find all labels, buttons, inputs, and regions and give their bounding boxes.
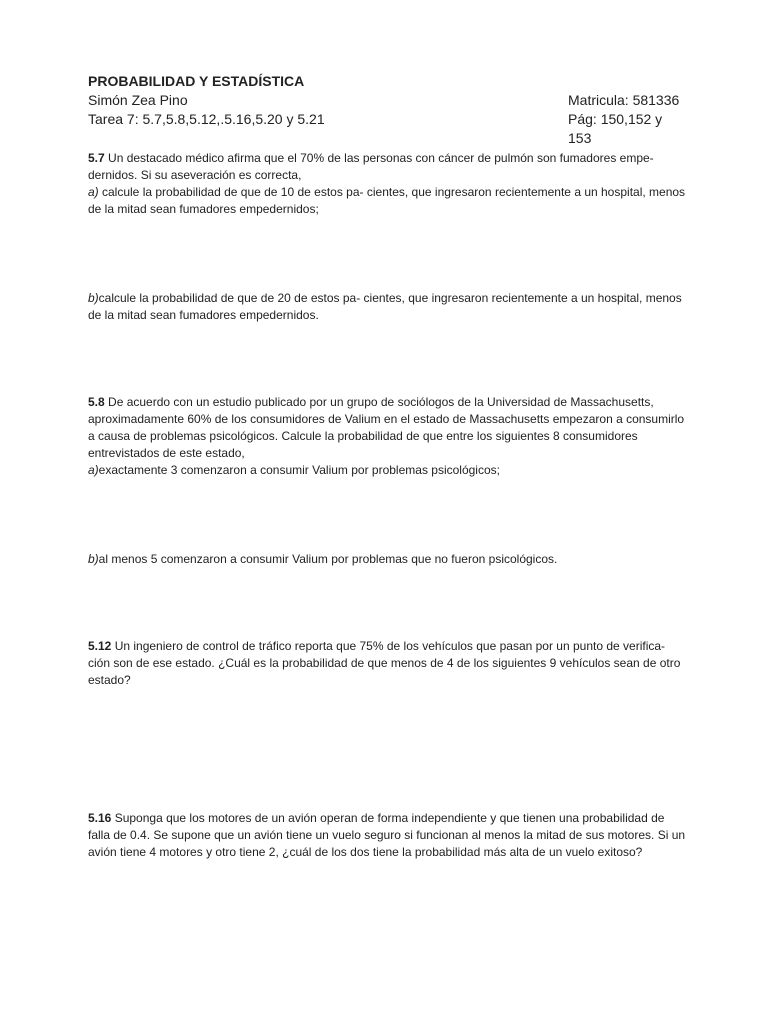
part-label: b) xyxy=(88,291,99,305)
problem-number: 5.8 xyxy=(88,395,105,409)
problem-5-7-b xyxy=(88,290,688,324)
part-label: a) xyxy=(88,185,99,199)
student-name: Simón Zea Pino xyxy=(88,92,188,108)
problem-5-8-part-b xyxy=(88,551,688,568)
problem-5-8-statement xyxy=(88,394,688,462)
problem-5-16 xyxy=(88,810,688,861)
problem-number: 5.16 xyxy=(88,811,112,825)
problem-text: Un destacado médico afirma que el 70% de las personas con cáncer de pulmón son fumadores empe- dernidos. Si su aseveración es correcta, xyxy=(88,151,654,182)
document-header xyxy=(88,72,688,148)
problem-5-12 xyxy=(88,638,688,689)
part-text: calcule la probabilidad de que de 20 de estos pa- cientes, que ingresaron recientemente a un hospital, menos de la mitad sean fumadores empedernidos. xyxy=(88,291,682,322)
assignment-line: Tarea 7: 5.7,5.8,5.12,.5.16,5.20 y 5.21 xyxy=(88,111,325,127)
problem-number: 5.12 xyxy=(88,639,112,653)
part-text: calcule la probabilidad de que de 10 de estos pa- cientes, que ingresaron recientemente a un hospital, menos de la mitad sean fumadores empedernidos; xyxy=(88,185,686,216)
problem-5-7 xyxy=(88,150,688,218)
part-text: exactamente 3 comenzaron a consumir Valium por problemas psicológicos; xyxy=(98,463,500,477)
part-text: al menos 5 comenzaron a consumir Valium por problemas que no fueron psicológicos. xyxy=(98,552,558,566)
course-title: PROBABILIDAD Y ESTADÍSTICA xyxy=(88,73,305,89)
header-row-1 xyxy=(88,91,688,110)
header-row-2 xyxy=(88,110,688,148)
problem-5-12-statement xyxy=(88,638,688,689)
part-label: b) xyxy=(88,552,99,566)
problem-5-8 xyxy=(88,394,688,479)
problem-text: Un ingeniero de control de tráfico reporta que 75% de los vehículos que pasan por un punto de verifica- ción son de ese estado. ¿Cuál es la probabilidad de que menos de 4 de los siguientes 9 vehículos sean de otro estado? xyxy=(88,639,681,687)
problem-number: 5.7 xyxy=(88,151,105,165)
pages-line: Pág: 150,152 y 153 xyxy=(568,111,663,146)
problem-5-7-part-b xyxy=(88,290,688,324)
matricula: Matricula: 581336 xyxy=(568,92,680,108)
problem-5-16-statement xyxy=(88,810,688,861)
document-page xyxy=(88,72,688,859)
problem-5-7-part-a xyxy=(88,184,688,218)
problem-5-7-statement xyxy=(88,150,688,184)
part-label: a) xyxy=(88,463,99,477)
problem-text: De acuerdo con un estudio publicado por un grupo de sociólogos de la Universidad de Massachusetts, aproximadamente 60% de los consumidores de Valium en el estado de Massachusetts empezaron a consumirlo a causa de problemas psicológicos. Calcule la probabilidad de que entre los siguientes 8 consumidores entrevistados de este estado, xyxy=(88,395,685,460)
problem-text: Suponga que los motores de un avión operan de forma independiente y que tienen una probabilidad de falla de 0.4. Se supone que un avión tiene un vuelo seguro si funcionan al menos la mitad de sus motores. Si un avión tiene 4 motores y otro tiene 2, ¿cuál de los dos tiene la probabilidad más alta de un vuelo exitoso? xyxy=(88,811,686,859)
problem-5-8-b xyxy=(88,551,688,568)
problem-5-8-part-a xyxy=(88,462,688,479)
